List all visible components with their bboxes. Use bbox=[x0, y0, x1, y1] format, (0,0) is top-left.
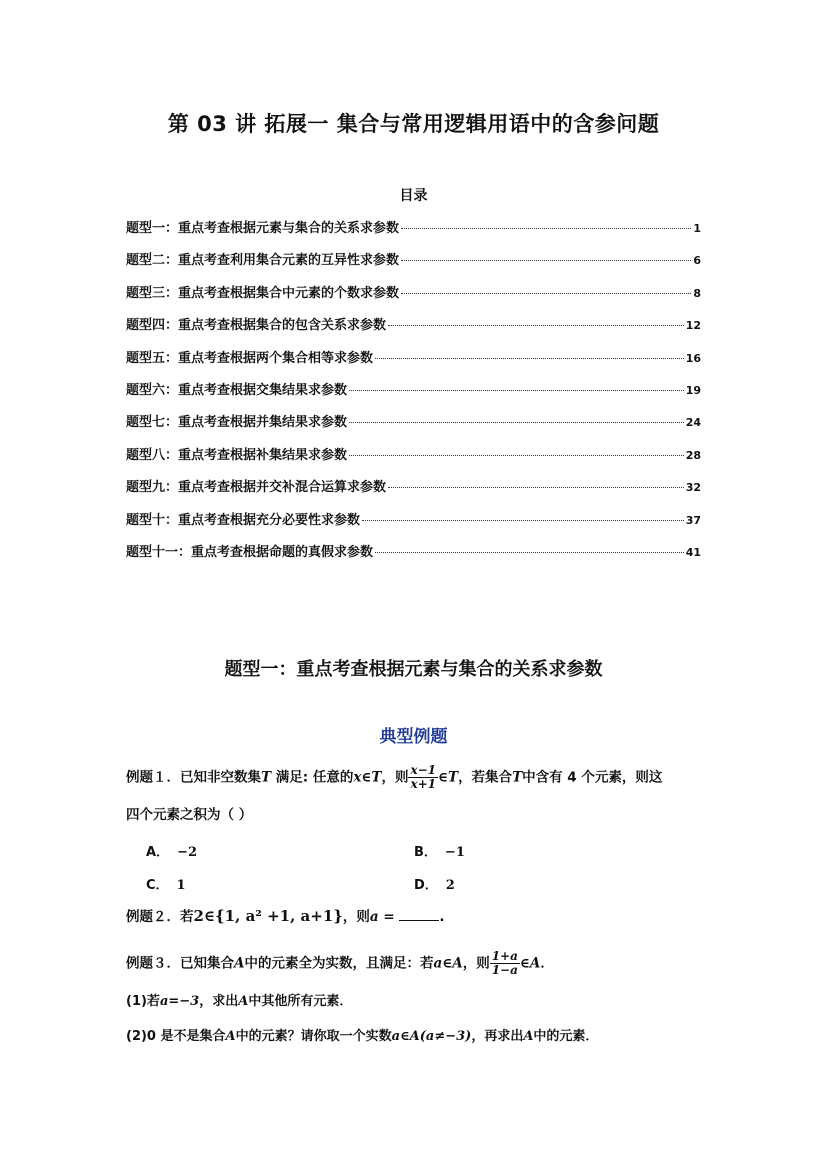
option-d[interactable]: D． 2 bbox=[414, 878, 455, 893]
example-2-prefix: 例题２．若 bbox=[126, 909, 194, 925]
example-1-text-4: 中含有 4 个元素，则这 bbox=[522, 769, 663, 786]
example-3-part-2: (2)0 是不是集合A中的元素？请你取一个实数a∈A(a≠−3)，再求出A中的元素． bbox=[126, 1029, 599, 1044]
example-2-math: 2∈{1, a² +1, a+1} bbox=[193, 907, 343, 925]
toc-leader-dots bbox=[401, 228, 691, 229]
toc-entry-label[interactable]: 题型九：重点考查根据并交补混合运算求参数 bbox=[126, 480, 387, 496]
example-1-prefix: 例题１．已知非空数集 bbox=[126, 769, 261, 786]
toc-entry-page: 24 bbox=[685, 416, 701, 430]
toc-leader-dots bbox=[401, 293, 691, 294]
toc-entry-page: 8 bbox=[693, 286, 701, 300]
toc-entry-page: 41 bbox=[685, 545, 701, 559]
x-in-t: x∈T bbox=[353, 769, 382, 786]
toc-entry[interactable] bbox=[126, 444, 701, 476]
option-c[interactable]: C． 1 bbox=[146, 878, 186, 893]
toc-leader-dots bbox=[362, 520, 684, 521]
toc-entry-label[interactable]: 题型六：重点考查根据交集结果求参数 bbox=[126, 382, 348, 398]
toc-leader-dots bbox=[401, 260, 691, 261]
toc-entry-page: 16 bbox=[685, 351, 701, 365]
toc-entry-page: 1 bbox=[693, 222, 701, 235]
document-title: 第 03 讲 拓展一 集合与常用逻辑用语中的含参问题 bbox=[167, 112, 660, 136]
toc-leader-dots bbox=[349, 422, 684, 423]
example-3-part-1: (1)若a=−3，求出A中其他所有元素． bbox=[126, 994, 353, 1009]
option-a[interactable]: A． −2 bbox=[146, 845, 198, 860]
table-of-contents bbox=[126, 217, 701, 573]
toc-entry-label[interactable]: 题型一：重点考查根据元素与集合的关系求参数 bbox=[126, 221, 400, 236]
toc-entry-label[interactable]: 题型二：重点考查利用集合元素的互异性求参数 bbox=[126, 253, 400, 269]
toc-entry[interactable] bbox=[126, 282, 701, 314]
toc-leader-dots bbox=[388, 325, 684, 326]
example-2-text: ，则 bbox=[342, 909, 370, 925]
toc-leader-dots bbox=[375, 358, 684, 359]
toc-leader-dots bbox=[388, 487, 684, 488]
set-t: T bbox=[261, 769, 272, 786]
example-3: 例题３．已知集合A中的元素全为实数，且满足：若a∈A，则 $\frac{1+a}{1-a}$ ∈A． bbox=[126, 949, 554, 977]
toc-entry-label[interactable]: 题型七：重点考查根据并集结果求参数 bbox=[126, 415, 348, 431]
example-heading: 典型例题 bbox=[379, 727, 448, 747]
toc-entry-label[interactable]: 题型四：重点考查根据集合的包含关系求参数 bbox=[126, 318, 387, 334]
toc-entry-label[interactable]: 题型十一：重点考查根据命题的真假求参数 bbox=[126, 544, 374, 560]
toc-entry-label[interactable]: 题型五：重点考查根据两个集合相等求参数 bbox=[126, 350, 374, 366]
toc-entry[interactable] bbox=[126, 509, 701, 541]
toc-entry[interactable] bbox=[126, 541, 701, 573]
example-3-prefix: 例题３．已知集合 bbox=[126, 955, 234, 972]
example-1-text-3: ，若集合 bbox=[458, 769, 513, 786]
variable-a: a bbox=[369, 909, 379, 925]
example-1-text-2: ，则 bbox=[381, 769, 409, 786]
in-t: ∈T bbox=[438, 769, 459, 786]
answer-blank[interactable] bbox=[399, 920, 439, 921]
toc-entry[interactable] bbox=[126, 249, 701, 281]
set-t-2: T bbox=[512, 769, 523, 786]
toc-entry-label[interactable]: 题型八：重点考查根据补集结果求参数 bbox=[126, 447, 348, 463]
option-b[interactable]: B． −1 bbox=[414, 845, 465, 860]
toc-entry[interactable] bbox=[126, 314, 701, 346]
fraction-x: $\frac{x-1}{x+1}$ bbox=[410, 763, 437, 791]
toc-entry-page: 19 bbox=[685, 383, 701, 397]
fraction-a: $\frac{1+a}{1-a}$ bbox=[491, 949, 518, 977]
toc-leader-dots bbox=[375, 552, 684, 553]
toc-entry-page: 28 bbox=[685, 448, 701, 462]
toc-entry[interactable] bbox=[126, 476, 701, 508]
toc-entry-label[interactable]: 题型三：重点考查根据集合中元素的个数求参数 bbox=[126, 285, 400, 301]
example-2: 例题２．若2∈{1, a² +1, a+1}，则a = . bbox=[126, 907, 445, 925]
toc-leader-dots bbox=[349, 455, 684, 456]
section-title: 题型一：重点考查根据元素与集合的关系求参数 bbox=[224, 659, 603, 680]
toc-entry-page: 12 bbox=[685, 319, 701, 333]
toc-entry-page: 6 bbox=[693, 254, 701, 268]
example-1-text-1: 满足: 任意的 bbox=[271, 769, 354, 786]
toc-entry[interactable] bbox=[126, 411, 701, 443]
example-1-line-1 bbox=[126, 764, 662, 791]
toc-leader-dots bbox=[349, 390, 684, 391]
toc-heading: 目录 bbox=[399, 188, 428, 204]
toc-entry-label[interactable]: 题型十：重点考查根据充分必要性求参数 bbox=[126, 512, 361, 528]
example-1-line-2: 四个元素之积为（ ） bbox=[126, 807, 253, 823]
toc-entry[interactable] bbox=[126, 217, 701, 249]
toc-entry[interactable] bbox=[126, 379, 701, 411]
toc-entry[interactable] bbox=[126, 347, 701, 379]
toc-entry-page: 37 bbox=[685, 513, 701, 527]
toc-entry-page: 32 bbox=[685, 481, 701, 495]
